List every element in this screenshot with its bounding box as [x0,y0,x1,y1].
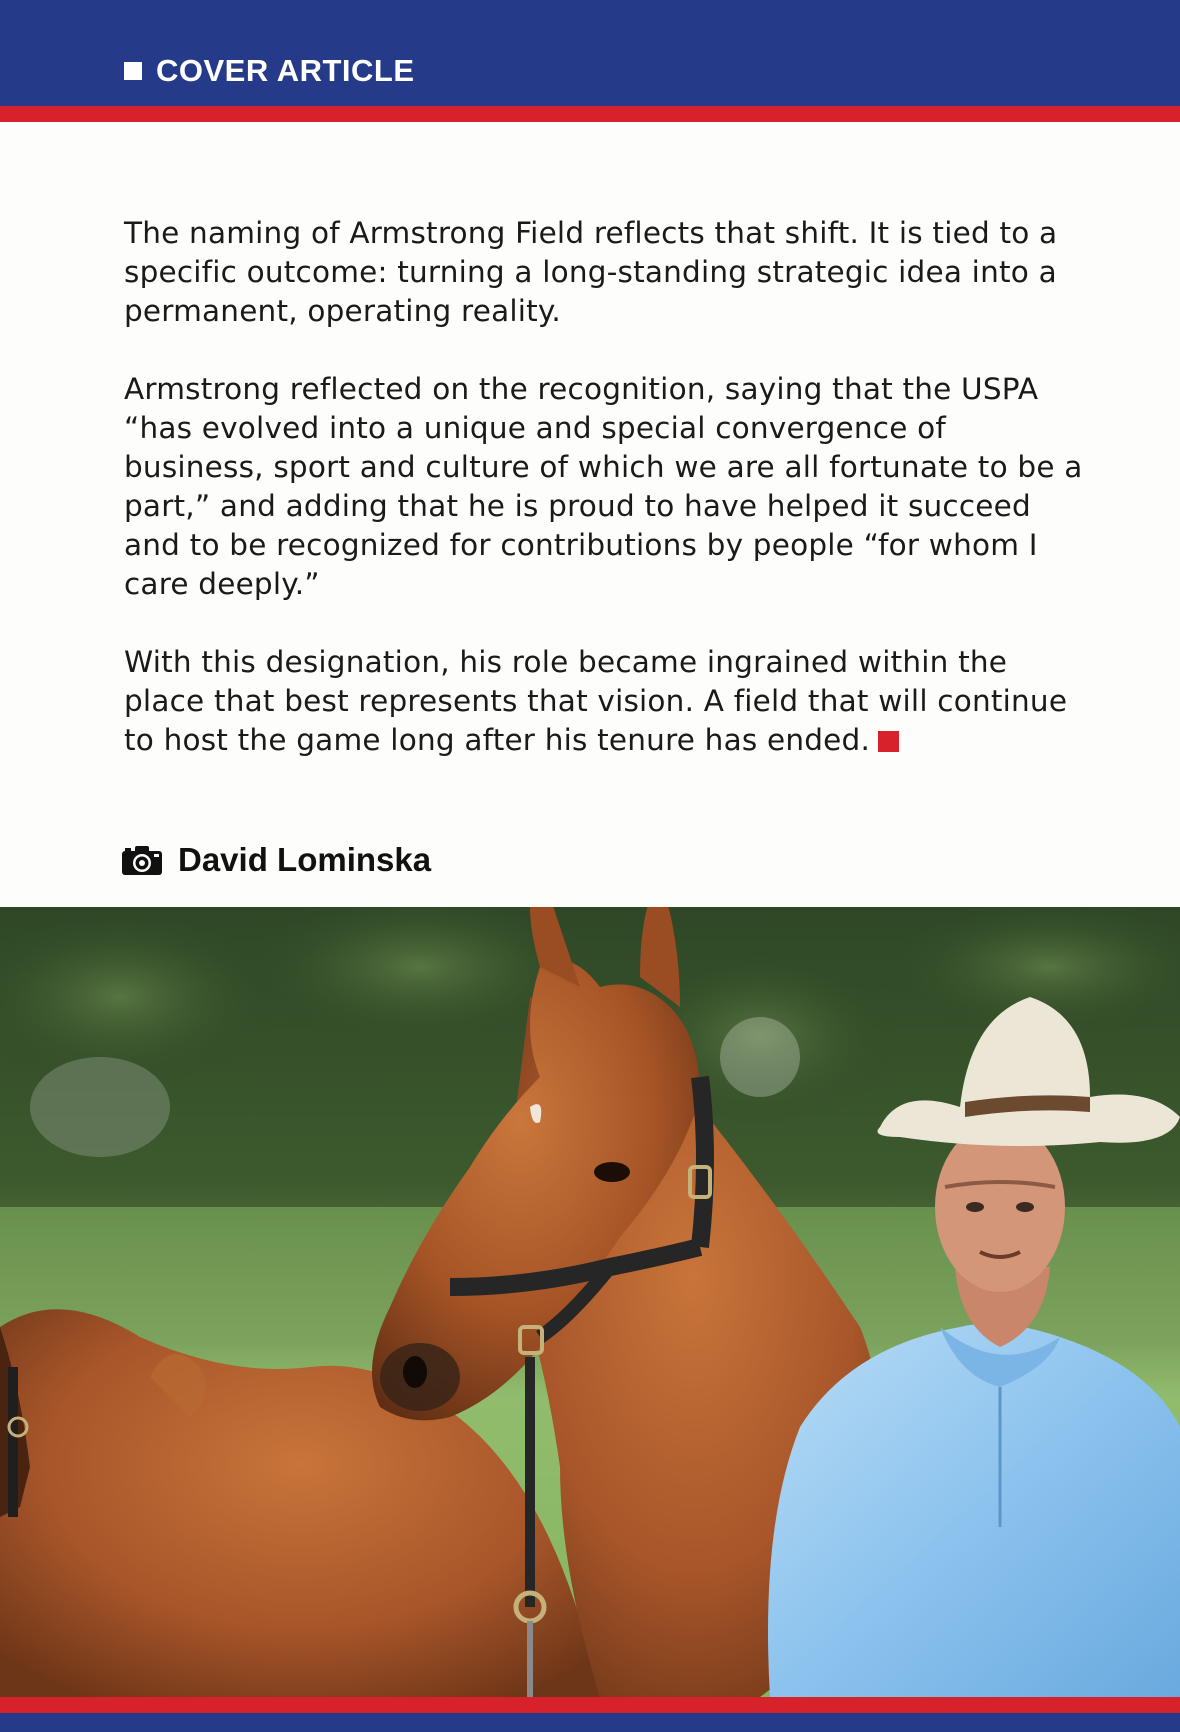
article-paragraph-3 [124,643,1094,760]
photo-illustration [0,907,1180,1697]
section-label: COVER ARTICLE [156,53,415,88]
article-paragraph-3-text: With this designation, his role became ingrained within the place that best represents that vision. A field that will continue to host the game long after his tenure has ended. [124,645,1068,757]
footer-red-stripe [0,1697,1180,1713]
article-paragraph-2: Armstrong reflected on the recognition, saying that the USPA “has evolved into a unique and special convergence of business, sport and culture of which we are all fortunate to be a part,” and adding that he is proud to have helped it succeed and to be recognized for contributions by people “for whom I care deeply.” [124,372,1083,601]
photographer-name: David Lominska [178,841,432,878]
camera-icon [122,845,162,875]
header-band [0,0,1180,106]
photo-credit [122,840,431,880]
footer-band [0,1713,1180,1732]
section-marker-square [124,62,142,80]
article-photo [0,907,1180,1697]
header-red-stripe [0,106,1180,122]
article-paragraph-1: The naming of Armstrong Field reflects that shift. It is tied to a specific outcome: turning a long-standing strategic idea into a permanent, operating reality. [124,216,1058,328]
end-of-article-mark [878,731,899,752]
article-body [124,214,1094,799]
